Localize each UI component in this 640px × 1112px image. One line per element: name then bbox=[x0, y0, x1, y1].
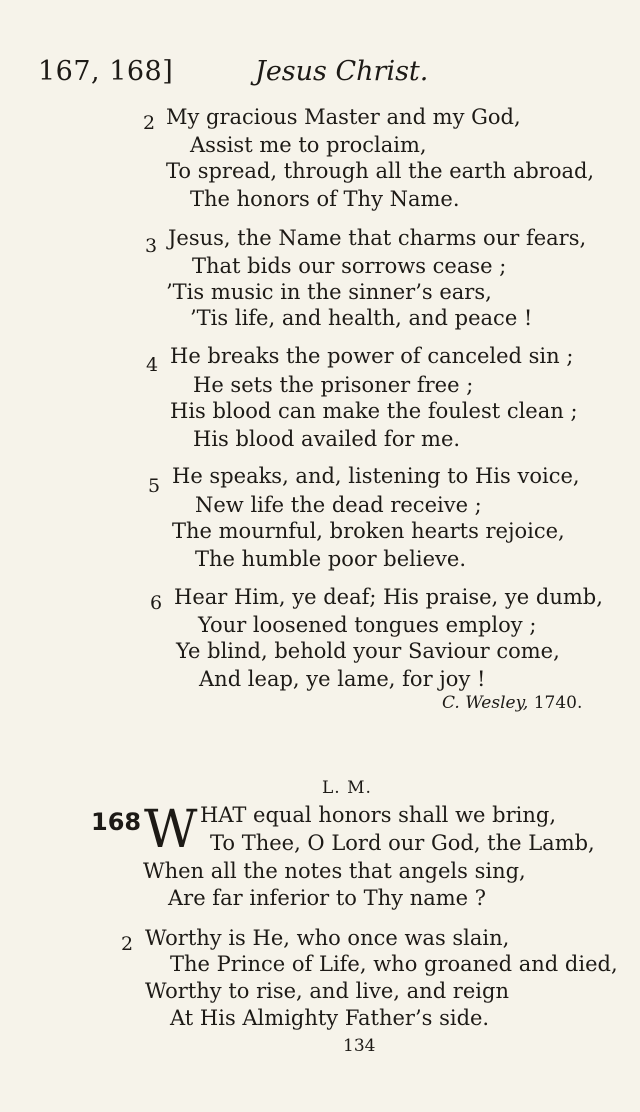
verse-line: That bids our sorrows cease ; bbox=[192, 254, 507, 278]
verse-number: 6 bbox=[150, 592, 163, 614]
verse-line: He breaks the power of canceled sin ; bbox=[170, 344, 574, 368]
header-title: Jesus Christ. bbox=[255, 56, 429, 87]
verse-line: He speaks, and, listening to His voice, bbox=[172, 464, 580, 488]
verse-line: Assist me to proclaim, bbox=[190, 133, 427, 157]
verse-number: 2 bbox=[121, 933, 134, 955]
verse-line: His blood availed for me. bbox=[193, 427, 461, 451]
verse-number: 5 bbox=[148, 475, 161, 497]
hymn-number: 168 bbox=[91, 808, 142, 836]
attribution-author: C. Wesley, bbox=[442, 693, 529, 713]
verse-line: Ye blind, behold your Saviour come, bbox=[176, 639, 560, 663]
verse-line: Worthy is He, who once was slain, bbox=[145, 926, 510, 950]
verse-line: His blood can make the foulest clean ; bbox=[170, 399, 578, 423]
hymn-attribution bbox=[442, 693, 582, 713]
verse-line: Jesus, the Name that charms our fears, bbox=[168, 226, 587, 250]
page-number: 134 bbox=[343, 1036, 376, 1056]
verse-line: The honors of Thy Name. bbox=[190, 187, 460, 211]
verse-line: To Thee, O Lord our God, the Lamb, bbox=[210, 831, 595, 855]
verse-number: 3 bbox=[145, 235, 158, 257]
verse-line: He sets the prisoner free ; bbox=[193, 373, 474, 397]
verse-line: My gracious Master and my God, bbox=[166, 105, 521, 129]
verse-line: At His Almighty Father’s side. bbox=[170, 1006, 490, 1030]
verse-line: And leap, ye lame, for joy ! bbox=[199, 667, 486, 691]
verse-line: To spread, through all the earth abroad, bbox=[166, 159, 595, 183]
verse-line: HAT equal honors shall we bring, bbox=[200, 803, 556, 827]
hymn-meter: L. M. bbox=[322, 778, 372, 798]
verse-line: Worthy to rise, and live, and reign bbox=[145, 979, 509, 1003]
verse-line: The Prince of Life, who groaned and died, bbox=[170, 952, 618, 976]
verse-line: Your loosened tongues employ ; bbox=[198, 613, 537, 637]
header-hymn-numbers: 167, 168] bbox=[38, 56, 174, 87]
verse-number: 4 bbox=[146, 354, 159, 376]
drop-cap: W bbox=[144, 800, 198, 860]
verse-line: The humble poor believe. bbox=[195, 547, 467, 571]
verse-line: ’Tis music in the sinner’s ears, bbox=[166, 280, 492, 304]
attribution-year: 1740. bbox=[533, 693, 583, 713]
verse-line: New life the dead receive ; bbox=[195, 493, 482, 517]
verse-line: When all the notes that angels sing, bbox=[143, 859, 526, 883]
verse-line: Hear Him, ye deaf; His praise, ye dumb, bbox=[174, 585, 603, 609]
verse-line: The mournful, broken hearts rejoice, bbox=[172, 519, 565, 543]
verse-line: Are far inferior to Thy name ? bbox=[168, 886, 487, 910]
verse-line: ’Tis life, and health, and peace ! bbox=[190, 306, 533, 330]
verse-number: 2 bbox=[143, 112, 156, 134]
